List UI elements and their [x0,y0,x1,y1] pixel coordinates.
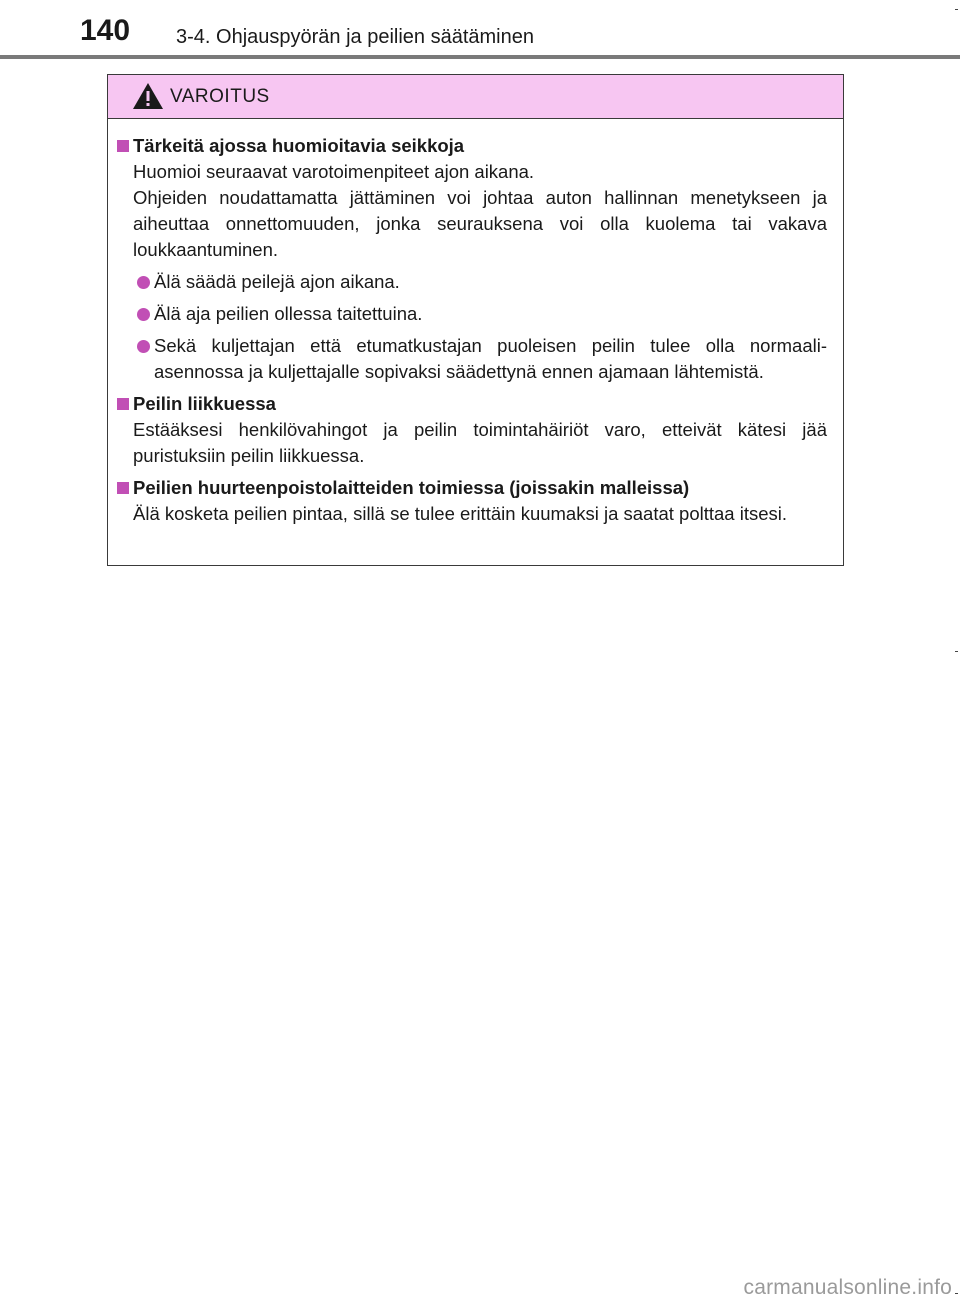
item-paragraph: Älä kosketa peilien pintaa, sillä se tulee erittäin kuumaksi ja saatat polttaa itsesi. [133,503,788,524]
crop-mark [955,9,958,10]
section-title: 3-4. Ohjauspyörän ja peilien säätäminen [176,26,534,48]
watermark: carmanualsonline.info [743,1276,952,1299]
warning-item [112,391,827,469]
warning-content [108,119,843,533]
item-body [112,159,827,263]
page-number: 140 [80,14,131,47]
item-body [112,417,827,469]
round-bullet-icon [137,308,150,321]
item-body [112,501,827,527]
warning-header [108,75,843,119]
header-rule [0,55,960,59]
warning-item [112,475,827,527]
bullet-item [133,269,827,295]
item-heading [112,475,827,501]
page-header [0,0,960,60]
warning-box [107,74,844,566]
square-bullet-icon [117,140,129,152]
warning-item [112,133,827,385]
item-heading [112,133,827,159]
crop-mark [955,651,958,652]
bullet-text: Sekä kuljettajan että etumatkustajan puoleisen peilin tulee olla normaali-asennossa ja kuljettajalle sopivaksi säädettynä ennen ajamaan lähtemistä. [154,335,827,382]
warning-label: VAROITUS [170,86,270,107]
item-heading-text: Peilien huurteenpoistolaitteiden toimiessa (joissakin malleissa) [133,477,690,498]
round-bullet-icon [137,340,150,353]
crop-mark [955,1293,958,1294]
round-bullet-icon [137,276,150,289]
item-heading-text: Tärkeitä ajossa huomioitavia seikkoja [133,135,465,156]
item-paragraph: Ohjeiden noudattamatta jättäminen voi johtaa auton hallinnan menetykseen ja aiheuttaa onnettomuuden, jonka seurauksena voi olla kuolema tai vakava loukkaantuminen. [133,187,827,260]
item-paragraph: Estääksesi henkilövahingot ja peilin toimintahäiriöt varo, etteivät kätesi jää puristuksiin peilin liikkuessa. [133,419,827,466]
square-bullet-icon [117,482,129,494]
bullet-text: Älä säädä peilejä ajon aikana. [154,271,400,292]
item-heading [112,391,827,417]
item-paragraph: Huomioi seuraavat varotoimenpiteet ajon aikana. [133,161,535,182]
bullet-text: Älä aja peilien ollessa taitettuina. [154,303,423,324]
square-bullet-icon [117,398,129,410]
bullet-item [133,301,827,327]
bullet-list [112,269,827,385]
warning-triangle-icon [132,82,164,110]
bullet-item [133,333,827,385]
item-heading-text: Peilin liikkuessa [133,393,276,414]
